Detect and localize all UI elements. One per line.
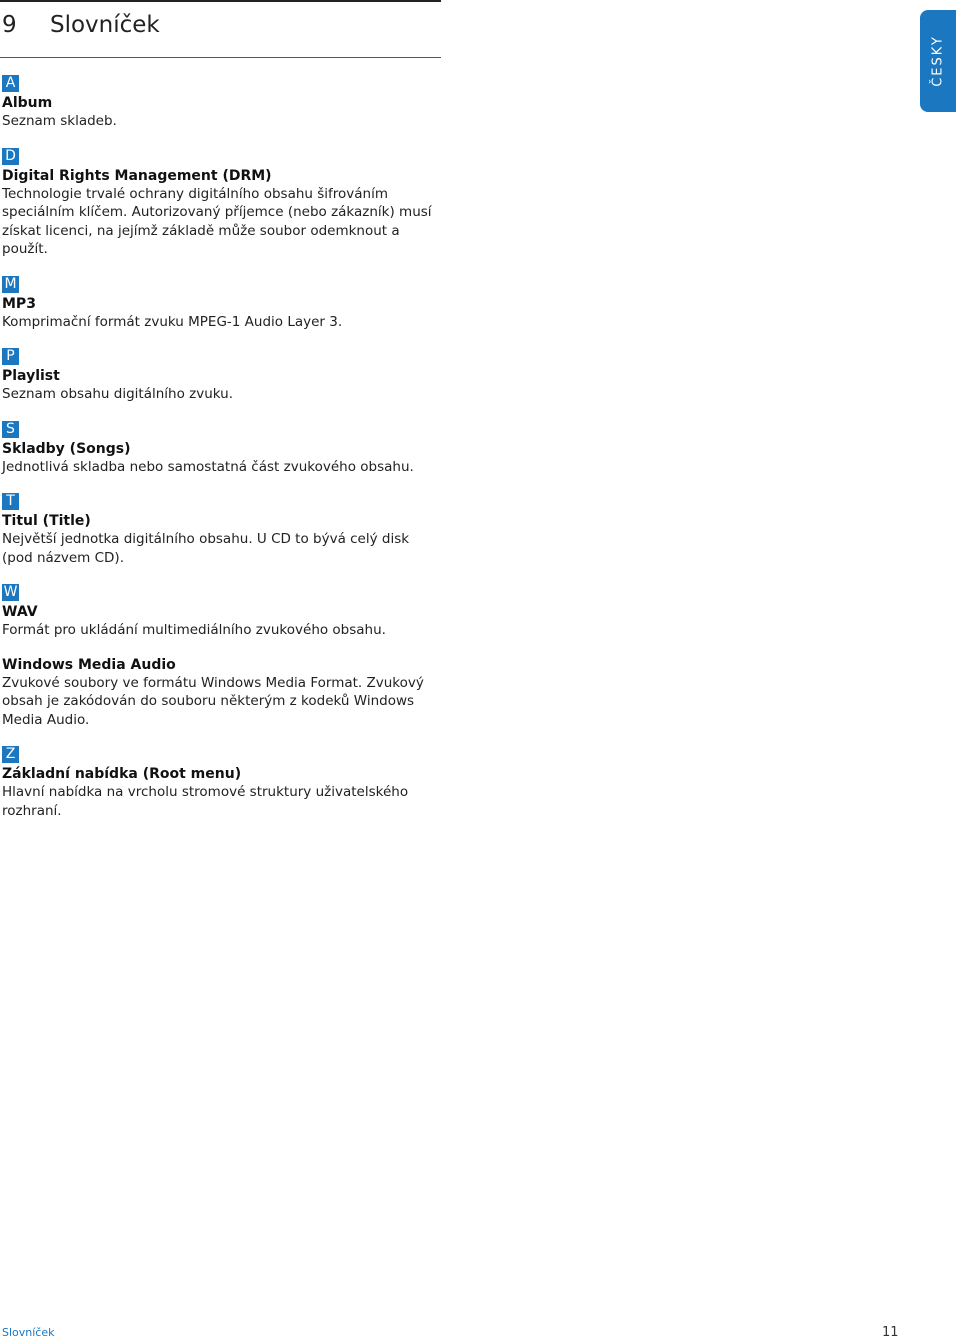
language-tab-label: ČESKY — [930, 35, 946, 87]
glossary-term: WAV — [2, 604, 38, 620]
glossary-entry — [2, 603, 442, 640]
glossary-entry — [2, 512, 442, 567]
glossary-group-a — [2, 72, 442, 131]
letter-badge: P — [2, 348, 19, 365]
letter-badge: T — [2, 493, 19, 510]
letter-badge: A — [2, 75, 19, 92]
glossary-term: MP3 — [2, 295, 36, 312]
letter-badge: S — [2, 421, 19, 438]
glossary-term: Skladby (Songs) — [2, 440, 131, 457]
glossary-group-w — [2, 581, 442, 729]
glossary-group-m — [2, 273, 442, 332]
glossary-entry — [2, 367, 442, 404]
glossary-entry — [2, 765, 442, 820]
glossary — [2, 72, 442, 834]
glossary-definition: Formát pro ukládání multimediálního zvukového obsahu. — [2, 622, 386, 638]
letter-badge: Z — [2, 746, 19, 763]
chapter-heading — [2, 12, 160, 38]
language-tab — [920, 10, 956, 112]
letter-badge: D — [2, 148, 19, 165]
chapter-number: 9 — [2, 12, 17, 38]
chapter-title: Slovníček — [50, 12, 160, 38]
glossary-definition: Jednotlivá skladba nebo samostatná část zvukového obsahu. — [2, 458, 414, 475]
glossary-entry — [2, 94, 442, 131]
glossary-entry — [2, 440, 442, 477]
glossary-term: Základní nabídka (Root menu) — [2, 766, 242, 782]
glossary-definition: Seznam obsahu digitálního zvuku. — [2, 386, 234, 402]
glossary-group-t — [2, 490, 442, 567]
glossary-entry — [2, 656, 442, 730]
glossary-term: Windows Media Audio — [2, 656, 176, 673]
glossary-definition: Zvukové soubory ve formátu Windows Media Format. Zvukový obsah je zakódován do souboru některým z kodeků Windows Media Audio. — [2, 674, 424, 728]
glossary-term: Digital Rights Management (DRM) — [2, 167, 272, 184]
glossary-term: Playlist — [2, 368, 60, 384]
page-number: 11 — [882, 1325, 899, 1340]
glossary-definition: Seznam skladeb. — [2, 113, 117, 129]
glossary-group-d — [2, 145, 442, 259]
glossary-definition: Komprimační formát zvuku MPEG-1 Audio Layer 3. — [2, 313, 343, 330]
glossary-definition: Hlavní nabídka na vrcholu stromové struktury uživatelského rozhraní. — [2, 784, 409, 819]
glossary-definition: Technologie trvalé ochrany digitálního obsahu šifrováním speciálním klíčem. Autorizovaný příjemce (nebo zákazník) musí získat licenci, na jejímž základě může soubor odemknout a použít. — [2, 185, 432, 257]
glossary-group-p — [2, 345, 442, 404]
header-bottom-rule — [0, 57, 441, 58]
glossary-entry — [2, 295, 442, 332]
glossary-entry — [2, 167, 442, 259]
glossary-group-z — [2, 743, 442, 820]
letter-badge: W — [3, 584, 18, 600]
glossary-term: Titul (Title) — [2, 513, 91, 529]
letter-badge: M — [2, 276, 19, 293]
glossary-group-s — [2, 418, 442, 477]
footer-section-name: Slovníček — [2, 1326, 55, 1339]
glossary-term: Album — [2, 95, 53, 111]
glossary-definition: Největší jednotka digitálního obsahu. U CD to bývá celý disk (pod názvem CD). — [2, 531, 410, 566]
header-top-rule — [0, 0, 441, 2]
